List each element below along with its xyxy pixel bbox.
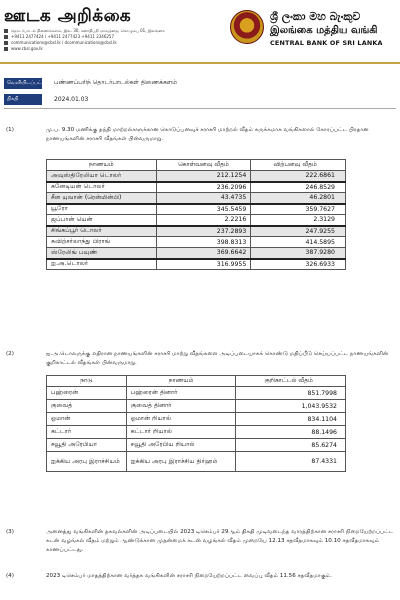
issued-by-value: பண்ணப்பரிந் தொடர்பாடல்கள் திணைக்களம் [54, 79, 178, 86]
table-header-row [47, 376, 346, 387]
table-header-row [47, 160, 346, 171]
exchange-rate-table [46, 159, 346, 270]
header-divider [0, 62, 400, 64]
country-cell: பஹ்ரைன் [47, 387, 127, 400]
contact-phone: +9411 2477424 / +9411 2477423 +9411 2346257 [4, 34, 204, 40]
page-header [0, 0, 400, 66]
currency-cell: யூரோ [47, 204, 157, 215]
table-row [47, 439, 346, 452]
country-cell: கட்டார் [47, 426, 127, 439]
sell-rate-cell: 414.5895 [251, 237, 346, 248]
email-icon [4, 41, 8, 45]
indicative-rate-cell: 834.1104 [236, 413, 346, 426]
sell-rate-cell: 222.6861 [251, 171, 346, 182]
paragraph-2 [6, 350, 394, 368]
sell-rate-cell: 2.3129 [251, 215, 346, 226]
issued-by-row [4, 77, 396, 89]
table-row [47, 413, 346, 426]
indicative-rate-cell: 85.6274 [236, 439, 346, 452]
table-row [47, 193, 346, 204]
currency-cell: ஓமான் றியால் [126, 413, 236, 426]
currency-cell: சிங்கப்பூர் டொலர் [47, 226, 157, 237]
paragraph-number: (3) [6, 529, 14, 535]
paragraph-number: (1) [6, 127, 14, 133]
table-row [47, 426, 346, 439]
country-cell: சவூதி அரேபியா [47, 439, 127, 452]
country-cell: ஓமான் [47, 413, 127, 426]
indicative-rate-table [46, 375, 346, 472]
web-icon [4, 47, 8, 51]
column-header: நாடு [47, 376, 127, 387]
phone-icon [4, 35, 8, 39]
buy-rate-cell: 398.8313 [156, 237, 251, 248]
table-row [47, 400, 346, 413]
column-header: நாணயம் [126, 376, 236, 387]
release-meta [4, 77, 396, 109]
table-row [47, 237, 346, 248]
paragraph-text: அனைத்து வங்கிகளின் தகவல்களின் அடிப்படையில் 2023 டிசெம்பர் 29ஆம் திகதி முடிவடைந்த வாரத்திற்கான சராசரி நிறையேற்றப்பட்ட கடன் வழங்கல் வீதம் மற்றும் ஆண்டுக்கான முதன்மைக் கடன் வழங்கல் வீதம் முறையே 12.13 சதவீதமாகவும் 10.10 சதவீதமாகவும் காணப்பட்டது. [46, 529, 394, 553]
table-row [47, 387, 346, 400]
table-row [47, 226, 346, 237]
sell-rate-cell: 387.9280 [251, 248, 346, 259]
currency-cell: கட்டார் றியால் [126, 426, 236, 439]
location-icon [4, 29, 8, 33]
country-cell: ஐக்கிய அரபு இராச்சியம் [47, 452, 127, 472]
sell-rate-cell: 247.9255 [251, 226, 346, 237]
buy-rate-cell: 43.4735 [156, 193, 251, 204]
currency-cell: ஜப்பான் யென் [47, 215, 157, 226]
paragraph-text: 2023 டிசெம்பர் மாதத்திற்கான வர்த்தக வங்கிகளின் சராசரி நிறையேற்றப்பட்ட வைப்பு வீதம் 11.56 சதவீதமாகும். [46, 573, 332, 579]
currency-cell: சுவிற்சர்லாந்து பிராங் [47, 237, 157, 248]
sell-rate-cell: 359.7627 [251, 204, 346, 215]
media-release-title: ஊடக அறிக்கை [4, 6, 132, 26]
currency-cell: ஐக்கிய அரபு இராச்சிய திர்ஹம் [126, 452, 236, 472]
indicative-rate-cell: 851.7998 [236, 387, 346, 400]
contact-web: www.cbsl.gov.lk [4, 46, 204, 52]
paragraph-text: ஐ.அ.டொலருக்கு எதிரான நாணயங்களின் சராசரி மாற்று வீதங்களை அடிப்படையாகக் கொண்டு மதிப்பீடு செய்யப்பட்ட நாணயங்களின் குறிகாட்டல் வீதங்கள் பின்வருமாறு. [46, 351, 389, 366]
buy-rate-cell: 369.6642 [156, 248, 251, 259]
indicative-rate-cell: 88.1496 [236, 426, 346, 439]
date-value: 2024.01.03 [54, 95, 89, 103]
paragraph-number: (4) [6, 573, 14, 579]
sell-rate-cell: 246.8529 [251, 182, 346, 193]
currency-cell: கனேடியன் டொலர் [47, 182, 157, 193]
cbsl-seal-icon [230, 10, 264, 44]
currency-cell: அவுஸ்திரேலியா டொலர் [47, 171, 157, 182]
bank-name-sinhala: ශ්‍රී ලංකා මහ බැංකුව [270, 10, 361, 23]
sell-rate-cell: 326.6933 [251, 259, 346, 270]
currency-cell: ஐ.அ.டொலர் [47, 259, 157, 270]
buy-rate-cell: 236.2096 [156, 182, 251, 193]
date-label: திகதி [4, 94, 42, 105]
currency-cell: சவூதி அரேபிய றியால் [126, 439, 236, 452]
paragraph-3 [6, 528, 394, 555]
bank-name-english: CENTRAL BANK OF SRI LANKA [270, 39, 383, 47]
paragraph-4 [6, 572, 394, 581]
buy-rate-cell: 316.9955 [156, 259, 251, 270]
table-row [47, 204, 346, 215]
country-cell: குவைத் [47, 400, 127, 413]
table-row [47, 171, 346, 182]
currency-cell: ஸ்ரேலிங் பவுண் [47, 248, 157, 259]
media-release-block [4, 6, 204, 52]
table-row [47, 259, 346, 270]
indicative-rate-cell: 1,043.9532 [236, 400, 346, 413]
buy-rate-cell: 212.1254 [156, 171, 251, 182]
column-header: விற்பனவு வீதம் [251, 160, 346, 171]
buy-rate-cell: 2.2216 [156, 215, 251, 226]
buy-rate-cell: 237.2893 [156, 226, 251, 237]
table-row [47, 182, 346, 193]
contact-email: communications@cbsl.lk / dcommunications@cbsl.lk [4, 40, 204, 46]
indicative-rate-cell: 87.4331 [236, 452, 346, 472]
buy-rate-cell: 345.5459 [156, 204, 251, 215]
paragraph-1 [6, 126, 394, 144]
bank-name-tamil: இலங்கை மத்திய வங்கி [270, 25, 378, 36]
currency-cell: குவைத் தினார் [126, 400, 236, 413]
contact-address: தொடர்பாடல் திணைக்களம், இல. 30, சனாதிபதி மாவத்தை, கொழும்பு 01, இலங்கை [4, 28, 204, 34]
paragraph-number: (2) [6, 351, 14, 357]
table-row [47, 215, 346, 226]
column-header: நாணயம் [47, 160, 157, 171]
meta-divider [4, 108, 396, 109]
currency-cell: சீன யுவான் (ரென்மின்பி) [47, 193, 157, 204]
column-header: குறிகாட்டல் வீதம் [236, 376, 346, 387]
paragraph-text: மு.ப. 9.30 மணிக்கு தந்தி மாற்றல்களுக்கான கொடுப்பனவுச் சராசரி மாற்றல் வீதம் சுருக்கமாக வங்கிகளால் கோரப்பட்ட பிரதான நாணயங்களின் சராசரி வீதங்கள் பின்வருமாறு. [46, 127, 369, 142]
table-row [47, 248, 346, 259]
date-row [4, 93, 396, 105]
bank-name-block [270, 10, 398, 47]
currency-cell: பஹ்ரைன் தினார் [126, 387, 236, 400]
sell-rate-cell: 46.2801 [251, 193, 346, 204]
issued-by-label: வெளியிடப்பட்டது [4, 78, 42, 89]
column-header: கொள்வனவு வீதம் [156, 160, 251, 171]
table-row [47, 452, 346, 472]
